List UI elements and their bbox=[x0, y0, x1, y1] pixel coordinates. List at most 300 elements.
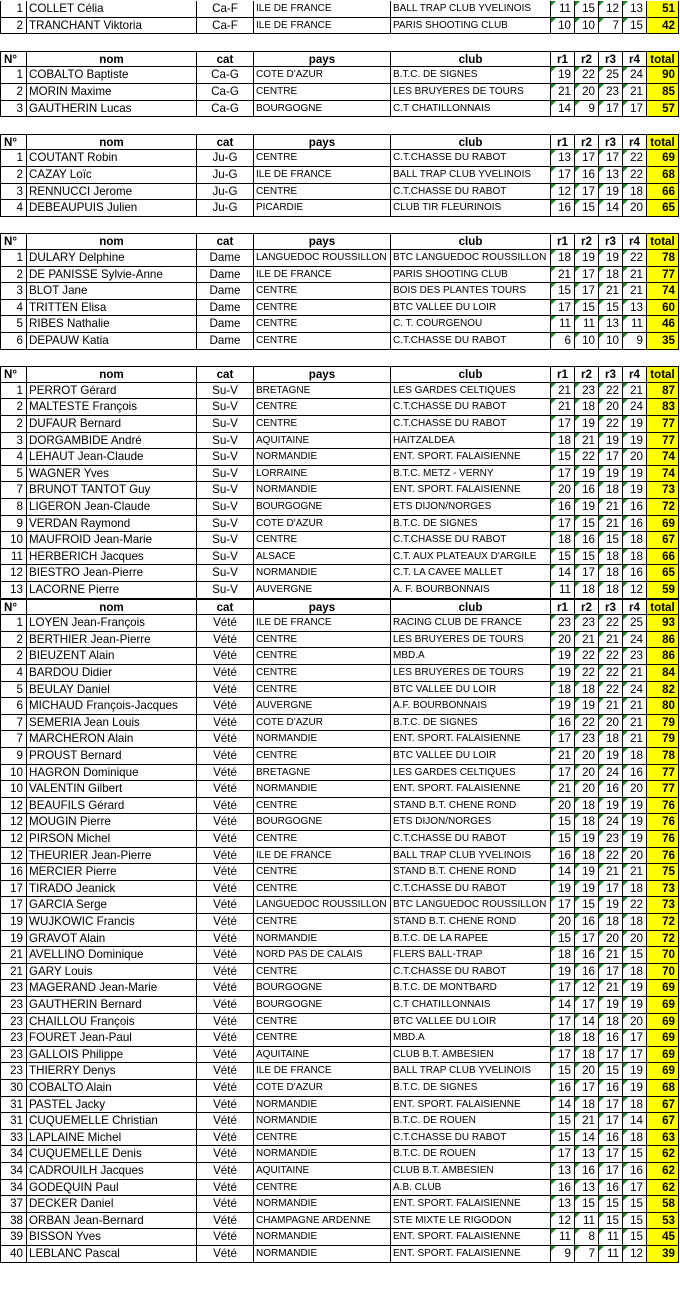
table-row bbox=[0, 84, 680, 101]
cell-pays: NORMANDIE bbox=[254, 781, 391, 798]
cell-nom: CUQUEMELLE Christian bbox=[27, 1113, 197, 1130]
cell-r1: 15 bbox=[551, 931, 575, 948]
cell-r4: 21 bbox=[623, 84, 647, 101]
cell-r1: 15 bbox=[551, 1113, 575, 1130]
cell-cat: Ca-G bbox=[197, 84, 254, 101]
cell-pays: ILE DE FRANCE bbox=[254, 267, 391, 284]
cell-r2: 16 bbox=[575, 914, 599, 931]
cell-club: BTC LANGUEDOC ROUSSILLON bbox=[391, 250, 551, 267]
cell-r4: 21 bbox=[623, 665, 647, 682]
cell-nom: MICHAUD François-Jacques bbox=[27, 698, 197, 715]
cell-total: 75 bbox=[647, 864, 679, 881]
cell-r2: 17 bbox=[575, 565, 599, 582]
cell-r3: 18 bbox=[599, 565, 623, 582]
cell-num: 11 bbox=[0, 549, 27, 566]
cell-r1: 20 bbox=[551, 482, 575, 499]
cell-nom: DEPAUW Katia bbox=[27, 333, 197, 350]
cell-club: ENT. SPORT. FALAISIENNE bbox=[391, 1196, 551, 1213]
cell-club: MBD.A bbox=[391, 648, 551, 665]
cell-r2: 15 bbox=[575, 300, 599, 317]
cell-nom: MORIN Maxime bbox=[27, 84, 197, 101]
cell-r2: 22 bbox=[575, 648, 599, 665]
cell-r1: 15 bbox=[551, 1063, 575, 1080]
cell-total: 86 bbox=[647, 632, 679, 649]
cell-num: 21 bbox=[0, 964, 27, 981]
table-row bbox=[0, 897, 680, 914]
cell-cat: Ca-F bbox=[197, 1, 254, 18]
cell-r2: 17 bbox=[575, 150, 599, 167]
table-row bbox=[0, 682, 680, 699]
cell-pays: CENTRE bbox=[254, 300, 391, 317]
cell-pays: NORMANDIE bbox=[254, 731, 391, 748]
cell-pays: COTE D'AZUR bbox=[254, 516, 391, 533]
cell-r4: 18 bbox=[623, 914, 647, 931]
table-row bbox=[0, 1196, 680, 1213]
cell-total: 74 bbox=[647, 283, 679, 300]
cell-pays: COTE D'AZUR bbox=[254, 715, 391, 732]
cell-pays: LANGUEDOC ROUSSILLON bbox=[254, 250, 391, 267]
cell-r2: 13 bbox=[575, 1146, 599, 1163]
cell-pays: CENTRE bbox=[254, 1014, 391, 1031]
cell-total: 79 bbox=[647, 731, 679, 748]
cell-num: 7 bbox=[0, 482, 27, 499]
cell-r3: 17 bbox=[599, 101, 623, 118]
cell-r2: 15 bbox=[575, 897, 599, 914]
cell-pays: CENTRE bbox=[254, 150, 391, 167]
cell-r2: 11 bbox=[575, 316, 599, 333]
cell-r1: 17 bbox=[551, 1047, 575, 1064]
cell-pays: ILE DE FRANCE bbox=[254, 1063, 391, 1080]
table-row bbox=[0, 814, 680, 831]
cell-club: LES BRUYERES DE TOURS bbox=[391, 665, 551, 682]
cell-r2: 17 bbox=[575, 267, 599, 284]
table-row bbox=[0, 200, 680, 217]
cell-nom: LIGERON Jean-Claude bbox=[27, 499, 197, 516]
cell-r1: 17 bbox=[551, 1014, 575, 1031]
table-row bbox=[0, 831, 680, 848]
cell-r4: 13 bbox=[623, 1, 647, 18]
cell-pays: CENTRE bbox=[254, 748, 391, 765]
header-cat: cat bbox=[197, 233, 254, 250]
cell-pays: COTE D'AZUR bbox=[254, 67, 391, 84]
header-r3: r3 bbox=[599, 366, 623, 383]
cell-club: C.T. AUX PLATEAUX D'ARGILE bbox=[391, 549, 551, 566]
cell-nom: CAZAY Loïc bbox=[27, 167, 197, 184]
cell-club: LES GARDES CELTIQUES bbox=[391, 383, 551, 400]
cell-r4: 21 bbox=[623, 698, 647, 715]
cell-pays: CENTRE bbox=[254, 648, 391, 665]
cell-r2: 16 bbox=[575, 167, 599, 184]
cell-nom: LOYEN Jean-François bbox=[27, 615, 197, 632]
table-row bbox=[0, 1180, 680, 1197]
cell-cat: Vété bbox=[197, 1063, 254, 1080]
cell-r2: 17 bbox=[575, 184, 599, 201]
header-r1: r1 bbox=[551, 599, 575, 616]
cell-num: 3 bbox=[0, 184, 27, 201]
cell-total: 93 bbox=[647, 615, 679, 632]
cell-nom: PIRSON Michel bbox=[27, 831, 197, 848]
table-row bbox=[0, 1130, 680, 1147]
cell-r2: 10 bbox=[575, 18, 599, 35]
cell-num: 34 bbox=[0, 1180, 27, 1197]
cell-r1: 17 bbox=[551, 731, 575, 748]
cell-total: 83 bbox=[647, 399, 679, 416]
cell-num: 1 bbox=[0, 67, 27, 84]
cell-cat: Vété bbox=[197, 781, 254, 798]
cell-r1: 17 bbox=[551, 416, 575, 433]
cell-r2: 16 bbox=[575, 947, 599, 964]
cell-r4: 19 bbox=[623, 997, 647, 1014]
cell-num: 5 bbox=[0, 316, 27, 333]
cell-club: ETS DIJON/NORGES bbox=[391, 814, 551, 831]
cell-club: BALL TRAP CLUB YVELINOIS bbox=[391, 167, 551, 184]
cell-total: 45 bbox=[647, 1229, 679, 1246]
cell-num: 2 bbox=[0, 84, 27, 101]
table-row bbox=[0, 947, 680, 964]
cell-r1: 14 bbox=[551, 101, 575, 118]
cell-num: 12 bbox=[0, 565, 27, 582]
cell-r3: 18 bbox=[599, 267, 623, 284]
cell-cat: Vété bbox=[197, 1030, 254, 1047]
cell-r3: 22 bbox=[599, 665, 623, 682]
table-row bbox=[0, 881, 680, 898]
header-pays: pays bbox=[254, 233, 391, 250]
cell-r1: 19 bbox=[551, 665, 575, 682]
table-row bbox=[0, 781, 680, 798]
cell-club: C.T. LA CAVEE MALLET bbox=[391, 565, 551, 582]
cell-nom: PERROT Gérard bbox=[27, 383, 197, 400]
cell-nom: COLLET Célia bbox=[27, 1, 197, 18]
cell-nom: RENNUCCI Jerome bbox=[27, 184, 197, 201]
cell-r3: 17 bbox=[599, 1047, 623, 1064]
cell-r3: 15 bbox=[599, 1196, 623, 1213]
cell-r2: 19 bbox=[575, 831, 599, 848]
cell-num: 34 bbox=[0, 1163, 27, 1180]
cell-r4: 19 bbox=[623, 831, 647, 848]
table-row bbox=[0, 482, 680, 499]
cell-cat: Su-V bbox=[197, 466, 254, 483]
cell-total: 70 bbox=[647, 947, 679, 964]
cell-club: CLUB B.T. AMBESIEN bbox=[391, 1163, 551, 1180]
cell-r4: 17 bbox=[623, 1180, 647, 1197]
cell-club: C.T.CHASSE DU RABOT bbox=[391, 416, 551, 433]
cell-r4: 18 bbox=[623, 1097, 647, 1114]
cell-pays: CENTRE bbox=[254, 84, 391, 101]
cell-r1: 19 bbox=[551, 881, 575, 898]
table-row bbox=[0, 499, 680, 516]
cell-club: B.T.C. DE SIGNES bbox=[391, 1080, 551, 1097]
cell-r1: 20 bbox=[551, 914, 575, 931]
header-nom: nom bbox=[27, 51, 197, 68]
cell-num: 33 bbox=[0, 1130, 27, 1147]
table-row bbox=[0, 150, 680, 167]
table-row bbox=[0, 914, 680, 931]
cell-r1: 16 bbox=[551, 1180, 575, 1197]
cell-nom: FOURET Jean-Paul bbox=[27, 1030, 197, 1047]
cell-r1: 15 bbox=[551, 283, 575, 300]
cell-r1: 19 bbox=[551, 698, 575, 715]
cell-r4: 9 bbox=[623, 333, 647, 350]
cell-r3: 17 bbox=[599, 1113, 623, 1130]
cell-pays: CENTRE bbox=[254, 333, 391, 350]
cell-r3: 19 bbox=[599, 997, 623, 1014]
cell-total: 78 bbox=[647, 748, 679, 765]
table-row bbox=[0, 748, 680, 765]
cell-pays: NORMANDIE bbox=[254, 482, 391, 499]
table-row bbox=[0, 964, 680, 981]
cell-r1: 18 bbox=[551, 250, 575, 267]
cell-r3: 12 bbox=[599, 1, 623, 18]
cell-total: 62 bbox=[647, 1180, 679, 1197]
cell-r4: 20 bbox=[623, 449, 647, 466]
cell-r3: 25 bbox=[599, 67, 623, 84]
cell-r1: 10 bbox=[551, 18, 575, 35]
cell-r3: 18 bbox=[599, 582, 623, 599]
cell-nom: BARDOU Didier bbox=[27, 665, 197, 682]
cell-nom: GALLOIS Philippe bbox=[27, 1047, 197, 1064]
cell-num: 4 bbox=[0, 300, 27, 317]
cell-r2: 17 bbox=[575, 1080, 599, 1097]
table-row bbox=[0, 864, 680, 881]
cell-r3: 11 bbox=[599, 1229, 623, 1246]
cell-r2: 9 bbox=[575, 101, 599, 118]
header-r4: r4 bbox=[623, 366, 647, 383]
cell-total: 68 bbox=[647, 167, 679, 184]
cell-cat: Vété bbox=[197, 798, 254, 815]
cell-nom: GODEQUIN Paul bbox=[27, 1180, 197, 1197]
cell-total: 82 bbox=[647, 682, 679, 699]
cell-num: 40 bbox=[0, 1246, 27, 1263]
cell-club: B.T.C. METZ - VERNY bbox=[391, 466, 551, 483]
cell-club: B.T.C. DE SIGNES bbox=[391, 516, 551, 533]
cell-total: 39 bbox=[647, 1246, 679, 1263]
cell-r4: 11 bbox=[623, 316, 647, 333]
cell-club: STE MIXTE LE RIGODON bbox=[391, 1213, 551, 1230]
cell-r4: 12 bbox=[623, 582, 647, 599]
cell-cat: Su-V bbox=[197, 449, 254, 466]
cell-r3: 21 bbox=[599, 864, 623, 881]
cell-club: C.T.CHASSE DU RABOT bbox=[391, 333, 551, 350]
table-row bbox=[0, 267, 680, 284]
cell-num: 3 bbox=[0, 283, 27, 300]
cell-r1: 9 bbox=[551, 1246, 575, 1263]
cell-r3: 16 bbox=[599, 781, 623, 798]
cell-num: 9 bbox=[0, 516, 27, 533]
cell-r3: 16 bbox=[599, 1030, 623, 1047]
cell-total: 72 bbox=[647, 499, 679, 516]
cell-total: 78 bbox=[647, 250, 679, 267]
table-row bbox=[0, 101, 680, 118]
cell-pays: BOURGOGNE bbox=[254, 814, 391, 831]
cell-club: BTC VALLEE DU LOIR bbox=[391, 1014, 551, 1031]
cell-r3: 19 bbox=[599, 798, 623, 815]
header-total: total bbox=[647, 366, 679, 383]
cell-cat: Vété bbox=[197, 682, 254, 699]
cell-r4: 21 bbox=[623, 731, 647, 748]
cell-num: 6 bbox=[0, 333, 27, 350]
cell-r1: 11 bbox=[551, 1229, 575, 1246]
table-row bbox=[0, 565, 680, 582]
cell-r3: 23 bbox=[599, 84, 623, 101]
cell-r2: 7 bbox=[575, 1246, 599, 1263]
cell-club: ENT. SPORT. FALAISIENNE bbox=[391, 1246, 551, 1263]
cell-r4: 13 bbox=[623, 300, 647, 317]
cell-r1: 18 bbox=[551, 1030, 575, 1047]
cell-r3: 21 bbox=[599, 980, 623, 997]
cell-cat: Ju-G bbox=[197, 184, 254, 201]
cell-club: C.T CHATILLONNAIS bbox=[391, 997, 551, 1014]
cell-r4: 15 bbox=[623, 1146, 647, 1163]
table-row bbox=[0, 931, 680, 948]
cell-pays: NORMANDIE bbox=[254, 931, 391, 948]
cell-r3: 22 bbox=[599, 383, 623, 400]
cell-num: 21 bbox=[0, 947, 27, 964]
cell-club: STAND B.T. CHENE ROND bbox=[391, 914, 551, 931]
cell-club: ENT. SPORT. FALAISIENNE bbox=[391, 781, 551, 798]
cell-r1: 17 bbox=[551, 765, 575, 782]
cell-r3: 21 bbox=[599, 947, 623, 964]
cell-r2: 20 bbox=[575, 765, 599, 782]
cell-r4: 24 bbox=[623, 682, 647, 699]
cell-cat: Vété bbox=[197, 748, 254, 765]
cell-total: 90 bbox=[647, 67, 679, 84]
table-row bbox=[0, 383, 680, 400]
cell-pays: CENTRE bbox=[254, 881, 391, 898]
cell-r2: 16 bbox=[575, 964, 599, 981]
cell-num: 38 bbox=[0, 1213, 27, 1230]
cell-total: 62 bbox=[647, 1146, 679, 1163]
cell-pays: CENTRE bbox=[254, 399, 391, 416]
cell-cat: Vété bbox=[197, 1014, 254, 1031]
cell-r3: 17 bbox=[599, 150, 623, 167]
cell-r1: 18 bbox=[551, 433, 575, 450]
table-row bbox=[0, 1030, 680, 1047]
cell-nom: ORBAN Jean-Bernard bbox=[27, 1213, 197, 1230]
cell-nom: MARCHERON Alain bbox=[27, 731, 197, 748]
table-row bbox=[0, 333, 680, 350]
cell-r4: 22 bbox=[623, 897, 647, 914]
header-row-ju-g bbox=[0, 134, 680, 151]
cell-nom: PROUST Bernard bbox=[27, 748, 197, 765]
header-total: total bbox=[647, 599, 679, 616]
cell-nom: CADROUILH Jacques bbox=[27, 1163, 197, 1180]
header-total: total bbox=[647, 134, 679, 151]
header-r2: r2 bbox=[575, 51, 599, 68]
cell-nom: GARY Louis bbox=[27, 964, 197, 981]
cell-total: 77 bbox=[647, 781, 679, 798]
cell-pays: CENTRE bbox=[254, 798, 391, 815]
cell-r2: 19 bbox=[575, 250, 599, 267]
cell-num: 4 bbox=[0, 449, 27, 466]
cell-r3: 19 bbox=[599, 897, 623, 914]
header-num: N° bbox=[0, 134, 27, 151]
cell-club: ENT. SPORT. FALAISIENNE bbox=[391, 482, 551, 499]
cell-pays: LANGUEDOC ROUSSILLON bbox=[254, 897, 391, 914]
cell-nom: LEBLANC Pascal bbox=[27, 1246, 197, 1263]
cell-nom: DUFAUR Bernard bbox=[27, 416, 197, 433]
header-num: N° bbox=[0, 366, 27, 383]
cell-r2: 19 bbox=[575, 416, 599, 433]
cell-r1: 18 bbox=[551, 532, 575, 549]
cell-club: B.T.C. DE LA RAPEE bbox=[391, 931, 551, 948]
table-row bbox=[0, 715, 680, 732]
cell-r4: 19 bbox=[623, 980, 647, 997]
cell-r2: 20 bbox=[575, 748, 599, 765]
cell-pays: ILE DE FRANCE bbox=[254, 18, 391, 35]
cell-club: C.T.CHASSE DU RABOT bbox=[391, 399, 551, 416]
cell-cat: Vété bbox=[197, 715, 254, 732]
cell-nom: TIRADO Jeanick bbox=[27, 881, 197, 898]
cell-pays: CENTRE bbox=[254, 914, 391, 931]
cell-r4: 18 bbox=[623, 964, 647, 981]
cell-cat: Vété bbox=[197, 947, 254, 964]
cell-cat: Dame bbox=[197, 300, 254, 317]
cell-nom: THEURIER Jean-Pierre bbox=[27, 848, 197, 865]
cell-num: 2 bbox=[0, 632, 27, 649]
cell-r1: 15 bbox=[551, 831, 575, 848]
cell-club: B.T.C. DE MONTBARD bbox=[391, 980, 551, 997]
cell-r1: 17 bbox=[551, 466, 575, 483]
cell-pays: COTE D'AZUR bbox=[254, 1080, 391, 1097]
cell-r3: 10 bbox=[599, 333, 623, 350]
cell-r3: 21 bbox=[599, 632, 623, 649]
cell-total: 53 bbox=[647, 1213, 679, 1230]
cell-pays: CENTRE bbox=[254, 632, 391, 649]
cell-cat: Vété bbox=[197, 931, 254, 948]
cell-num: 37 bbox=[0, 1196, 27, 1213]
cell-club: CLUB B.T. AMBESIEN bbox=[391, 1047, 551, 1064]
table-row bbox=[0, 648, 680, 665]
cell-r4: 23 bbox=[623, 648, 647, 665]
cell-r2: 18 bbox=[575, 399, 599, 416]
cell-club: MBD.A bbox=[391, 1030, 551, 1047]
cell-r4: 24 bbox=[623, 632, 647, 649]
cell-nom: WAGNER Yves bbox=[27, 466, 197, 483]
table-row bbox=[0, 1014, 680, 1031]
cell-total: 57 bbox=[647, 101, 679, 118]
cell-num: 1 bbox=[0, 383, 27, 400]
cell-r2: 14 bbox=[575, 1014, 599, 1031]
table-row bbox=[0, 731, 680, 748]
cell-nom: COBALTO Alain bbox=[27, 1080, 197, 1097]
cell-cat: Vété bbox=[197, 1246, 254, 1263]
cell-cat: Ca-G bbox=[197, 101, 254, 118]
table-row bbox=[0, 449, 680, 466]
header-pays: pays bbox=[254, 366, 391, 383]
cell-r1: 21 bbox=[551, 748, 575, 765]
cell-num: 39 bbox=[0, 1229, 27, 1246]
cell-r2: 18 bbox=[575, 682, 599, 699]
cell-total: 87 bbox=[647, 383, 679, 400]
cell-r4: 14 bbox=[623, 1113, 647, 1130]
table-row bbox=[0, 848, 680, 865]
cell-num: 1 bbox=[0, 1, 27, 18]
cell-r4: 12 bbox=[623, 1246, 647, 1263]
cell-r2: 21 bbox=[575, 433, 599, 450]
cell-r3: 13 bbox=[599, 167, 623, 184]
cell-club: LES BRUYERES DE TOURS bbox=[391, 84, 551, 101]
cell-r1: 15 bbox=[551, 1130, 575, 1147]
cell-cat: Vété bbox=[197, 731, 254, 748]
cell-num: 6 bbox=[0, 698, 27, 715]
cell-num: 2 bbox=[0, 18, 27, 35]
cell-cat: Su-V bbox=[197, 582, 254, 599]
cell-r3: 15 bbox=[599, 300, 623, 317]
cell-club: BALL TRAP CLUB YVELINOIS bbox=[391, 848, 551, 865]
cell-club: C.T.CHASSE DU RABOT bbox=[391, 532, 551, 549]
cell-total: 76 bbox=[647, 814, 679, 831]
cell-r1: 17 bbox=[551, 980, 575, 997]
